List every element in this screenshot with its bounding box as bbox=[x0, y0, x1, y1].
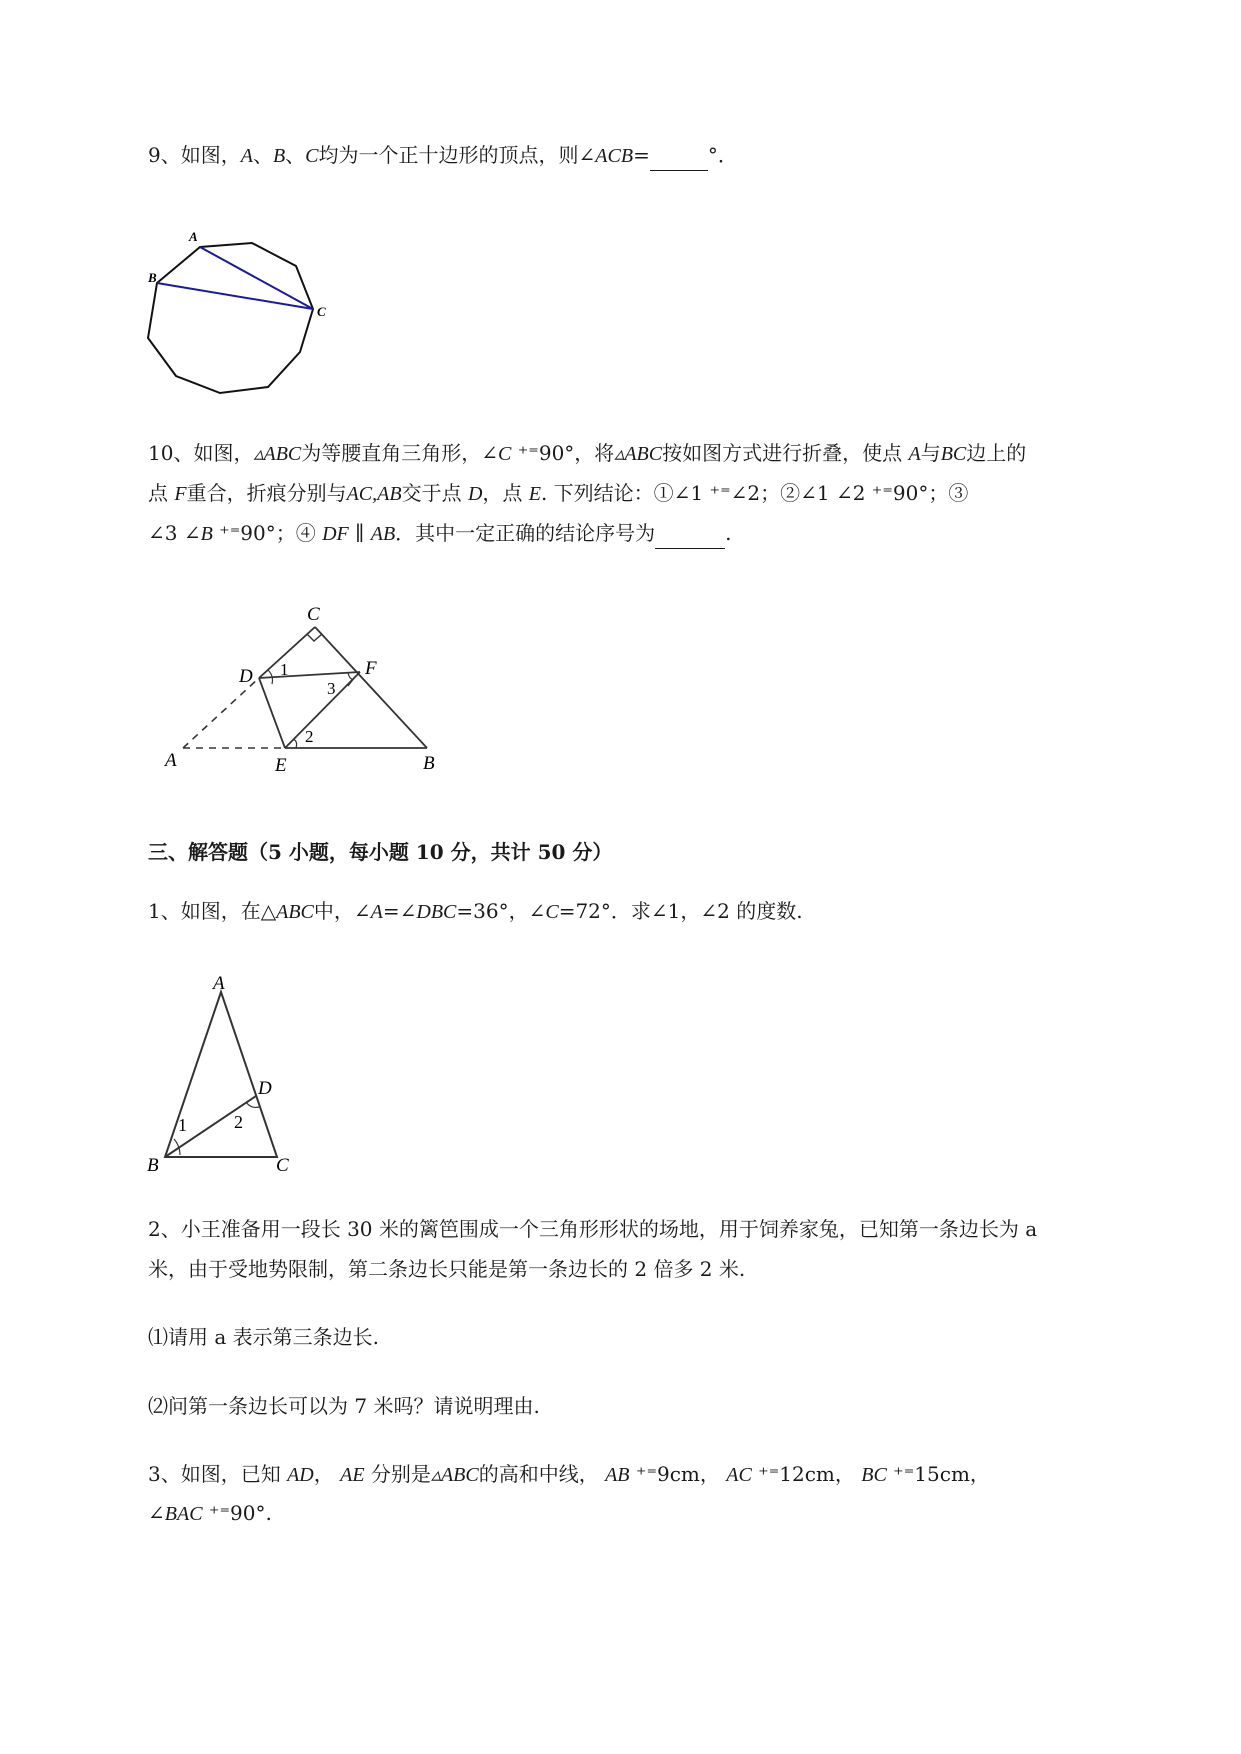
label-b: B bbox=[148, 270, 157, 285]
angle-label-2: 2 bbox=[234, 1112, 243, 1132]
label-b: B bbox=[423, 753, 435, 774]
angle-label-1: 1 bbox=[178, 1115, 187, 1135]
segment-ef bbox=[285, 672, 360, 748]
question-10-line-1: 10、如图，▵ABC为等腰直角三角形，∠C ⁺⁼90°，将▵ABC按如图方式进行折叠，使点 A与BC边上的 bbox=[148, 441, 1027, 465]
problem-2-line-2: 米，由于受地势限制，第二条边长只能是第一条边长的 2 倍多 2 米. bbox=[148, 1257, 746, 1281]
label-d: D bbox=[239, 666, 253, 687]
problem-2-line-1: 2、小王准备用一段长 30 米的篱笆围成一个三角形形状的场地，用于饲养家兔，已知第一条边长为 a bbox=[148, 1217, 1038, 1241]
problem-3-line-1: 3、如图，已知 AD， AE 分别是▵ABC的高和中线， AB ⁺⁼9cm， AC ⁺⁼12cm， BC ⁺⁼15cm， bbox=[148, 1462, 990, 1486]
problem-2-sub-2: ⑵问第一条边长可以为 7 米吗？请说明理由. bbox=[148, 1394, 540, 1418]
question-10-line-2: 点 F重合，折痕分别与AC,AB交于点 D，点 E. 下列结论：①∠1 ⁺⁼∠2；②∠1 ∠2 ⁺⁼90°；③ bbox=[148, 481, 969, 505]
answer-blank[interactable] bbox=[650, 148, 708, 171]
angle-1-arc bbox=[174, 1139, 180, 1155]
side-ad-dashed bbox=[183, 678, 259, 748]
problem-2-sub-1: ⑴请用 a 表示第三条边长. bbox=[148, 1325, 379, 1349]
angle-label-3: 3 bbox=[327, 679, 336, 698]
label-c: C bbox=[317, 304, 326, 319]
right-angle-mark bbox=[307, 634, 322, 641]
segment-de bbox=[259, 678, 285, 748]
answer-blank[interactable] bbox=[655, 526, 725, 549]
folded-triangle-figure bbox=[150, 600, 450, 780]
label-b: B bbox=[147, 1155, 159, 1173]
label-f: F bbox=[365, 658, 377, 679]
label-c: C bbox=[276, 1155, 289, 1173]
label-a: A bbox=[189, 229, 198, 244]
label-c: C bbox=[307, 604, 320, 625]
angle-3-arc bbox=[348, 673, 353, 679]
section-heading: 三、解答题（5 小题，每小题 10 分，共计 50 分） bbox=[148, 840, 613, 864]
problem-3-line-2: ∠BAC ⁺⁼90°. bbox=[148, 1501, 272, 1525]
question-10-line-3: ∠3 ∠B ⁺⁼90°；④ DF ∥ AB．其中一定正确的结论序号为 . bbox=[148, 518, 732, 549]
label-d: D bbox=[258, 1078, 272, 1099]
angle-label-2: 2 bbox=[305, 727, 314, 746]
label-a: A bbox=[213, 973, 225, 994]
label-e: E bbox=[275, 755, 287, 776]
problem-1-text: 1、如图，在△ABC中，∠A=∠DBC=36°，∠C=72°．求∠1，∠2 的度数. bbox=[148, 899, 803, 923]
angle-label-1: 1 bbox=[280, 660, 289, 679]
segment-df bbox=[259, 672, 360, 678]
label-a: A bbox=[165, 750, 177, 771]
decagon-figure bbox=[140, 220, 350, 400]
regular-decagon bbox=[148, 243, 313, 393]
question-9-text: 9、如图，A、B、C均为一个正十边形的顶点，则∠ACB= °． bbox=[148, 140, 738, 171]
angle-2-arc bbox=[246, 1102, 259, 1107]
triangle-abc-figure bbox=[140, 968, 310, 1173]
